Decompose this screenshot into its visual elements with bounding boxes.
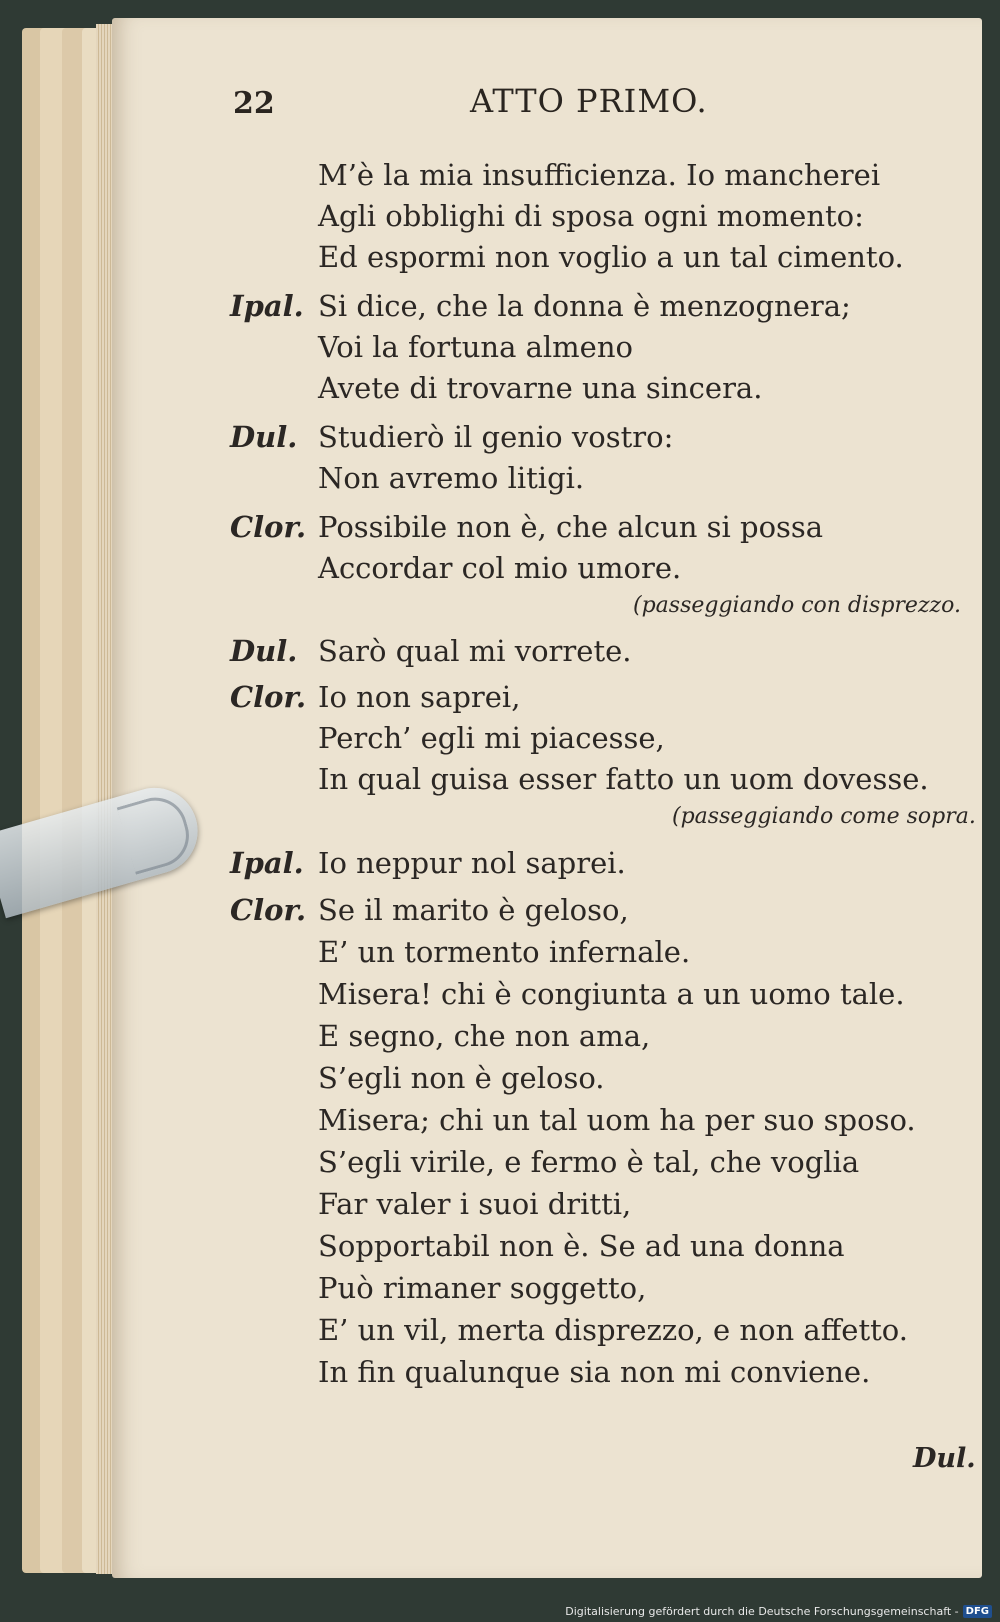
speaker-label: Dul.	[230, 420, 298, 454]
verse-line: Non avremo litigi.	[318, 461, 585, 495]
verse-line: M’è la mia insufficienza. Io mancherei	[318, 158, 881, 192]
speaker-label: Dul.	[230, 634, 298, 668]
verse-line: Agli obblighi di sposa ogni momento:	[318, 199, 864, 233]
speaker-label: Clor.	[230, 510, 307, 544]
verse-line: Sarò qual mi vorrete.	[318, 634, 632, 668]
running-head: ATTO PRIMO.	[470, 82, 708, 120]
verse-line: Ed espormi non voglio a un tal cimento.	[318, 240, 904, 274]
verse-line: In fin qualunque sia non mi conviene.	[318, 1355, 871, 1389]
verse-line: E’ un tormento infernale.	[318, 935, 691, 969]
verse-line: Possibile non è, che alcun si possa	[318, 510, 824, 544]
verse-line: Si dice, che la donna è menzognera;	[318, 289, 851, 323]
verse-line: Io neppur nol saprei.	[318, 846, 626, 880]
verse-line: Sopportabil non è. Se ad una donna	[318, 1229, 845, 1263]
verse-line: Voi la fortuna almeno	[318, 330, 633, 364]
verse-line: Avete di trovarne una sincera.	[318, 371, 763, 405]
speaker-label: Ipal.	[230, 846, 304, 880]
verse-line: S’egli non è geloso.	[318, 1061, 605, 1095]
speaker-label: Clor.	[230, 680, 307, 714]
verse-line: Misera; chi un tal uom ha per suo sposo.	[318, 1103, 916, 1137]
verse-line: S’egli virile, e fermo è tal, che voglia	[318, 1145, 860, 1179]
verse-line: Può rimaner soggetto,	[318, 1271, 647, 1305]
speaker-label: Clor.	[230, 893, 307, 927]
verse-line: Perch’ egli mi piacesse,	[318, 721, 665, 755]
verse-line: Se il marito è geloso,	[318, 893, 629, 927]
dfg-logo: DFG	[963, 1605, 992, 1618]
digitization-credit	[565, 1605, 992, 1618]
verse-line: E segno, che non ama,	[318, 1019, 651, 1053]
verse-line: Accordar col mio umore.	[318, 551, 682, 585]
catchword: Dul.	[913, 1443, 976, 1474]
page-number: 22	[233, 86, 275, 121]
speaker-label: Ipal.	[230, 289, 304, 323]
verse-line: Studierò il genio vostro:	[318, 420, 674, 454]
verse-line: Io non saprei,	[318, 680, 521, 714]
verse-line: E’ un vil, merta disprezzo, e non affetto.	[318, 1313, 908, 1347]
stage-direction: (passeggiando come sopra.	[672, 804, 976, 829]
verse-line: Far valer i suoi dritti,	[318, 1187, 632, 1221]
stage-direction: (passeggiando con disprezzo.	[633, 593, 961, 618]
verse-line: Misera! chi è congiunta a un uomo tale.	[318, 977, 905, 1011]
verse-line: In qual guisa esser fatto un uom dovesse.	[318, 762, 929, 796]
credit-text: Digitalisierung gefördert durch die Deutsche Forschungsgemeinschaft -	[565, 1605, 959, 1618]
